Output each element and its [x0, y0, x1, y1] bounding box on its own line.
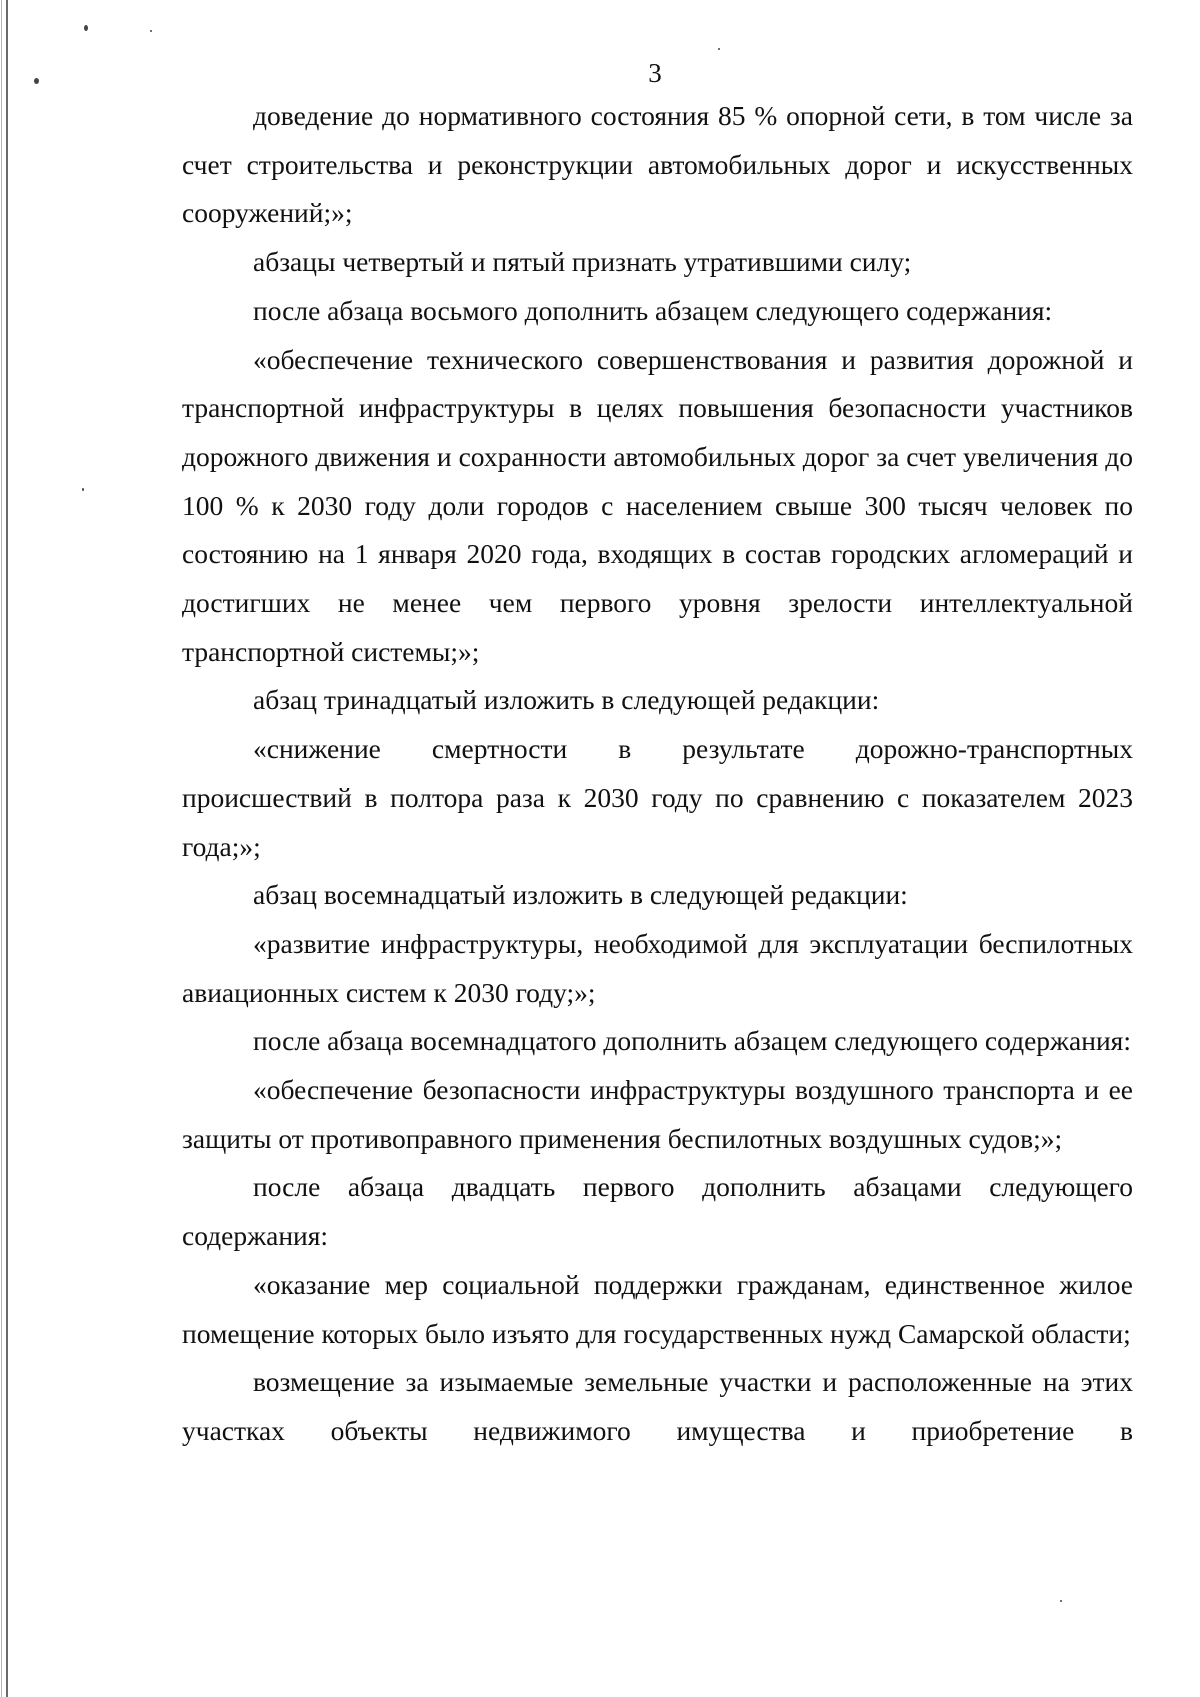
document-body — [182, 92, 1133, 1456]
paragraph: абзац тринадцатый изложить в следующей редакции: — [253, 684, 880, 716]
paragraph: доведение до нормативного состояния 85 % опорной сети, в том числе за счет строительства и реконструкции автомобильных дорог и искусственных сооружений;»; — [182, 100, 1133, 229]
paragraph: «обеспечение безопасности инфраструктуры воздушного транспорта и ее защиты от противоправного применения беспилотных воздушных судов;»; — [182, 1074, 1133, 1154]
paragraph: абзацы четвертый и пятый признать утратившими силу; — [253, 246, 912, 278]
scan-speck — [84, 25, 88, 31]
paragraph: после абзаца восемнадцатого дополнить абзацем следующего содержания: — [253, 1025, 1131, 1057]
paragraph: после абзаца двадцать первого дополнить абзацами следующего содержания: — [182, 1171, 1133, 1252]
paragraph: после абзаца восьмого дополнить абзацем следующего содержания: — [253, 294, 1053, 326]
paragraph: возмещение за изымаемые земельные участки и расположенные на этих участках объекты недвижимого имущества и приобретение в — [182, 1366, 1133, 1446]
paragraph: «развитие инфраструктуры, необходимой для эксплуатации беспилотных авиационных систем к 2030 году;»; — [182, 927, 1133, 1008]
scan-speck — [150, 30, 152, 32]
paragraph: «оказание мер социальной поддержки гражданам, единственное жилое помещение которых было изъято для государственных нужд Самарской области; — [182, 1268, 1133, 1349]
page-number: 3 — [648, 58, 662, 88]
paragraph: «обеспечение технического совершенствования и развития дорожной и транспортной инфраструктуры в целях повышения безопасности участников дорожного движения и сохранности автомобильных дорог за счет увеличения до 100 % к 2030 году доли городов с населением свыше 300 тысяч человек по состоянию на 1 января 2020 года, входящих в состав городских агломераций и достигших не менее чем первого уровня зрелости интеллектуальной транспортной системы;»; — [182, 343, 1133, 667]
scan-edge-shadow — [1, 0, 2, 1697]
paragraph: абзац восемнадцатый изложить в следующей редакции: — [253, 879, 908, 911]
paragraph: «снижение смертности в результате дорожно-транспортных происшествий в полтора раза к 2030 году по сравнению с показателем 2023 года;»; — [182, 733, 1133, 862]
scan-speck — [82, 488, 84, 491]
scan-speck — [718, 48, 720, 50]
scan-speck — [1060, 1600, 1062, 1602]
scan-edge-line — [6, 0, 8, 1697]
